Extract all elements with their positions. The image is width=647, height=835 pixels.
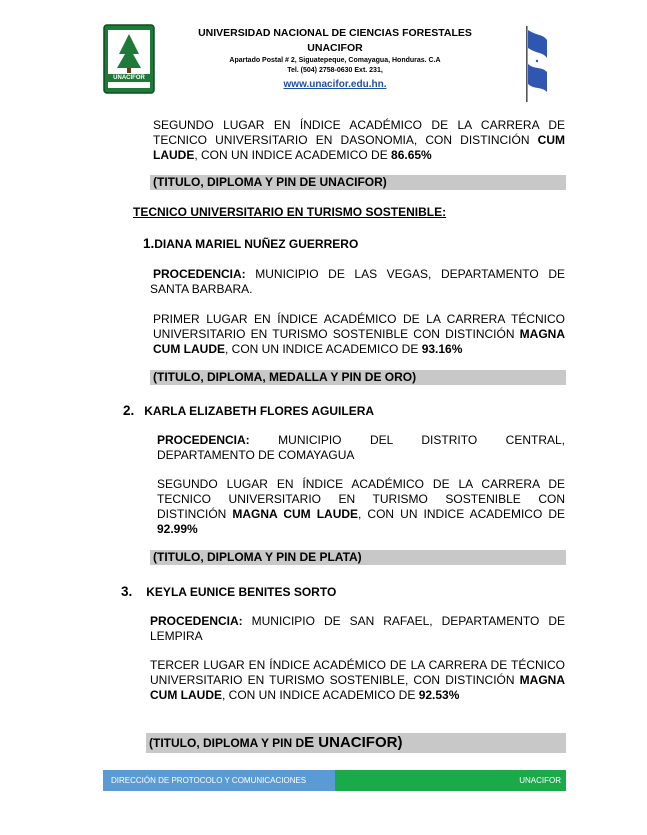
unacifor-logo	[103, 24, 155, 94]
footer-brand: UNACIFOR	[335, 770, 566, 791]
student-name: 1.DIANA MARIEL NUÑEZ GUERRERO	[143, 236, 359, 251]
university-acronym: UNACIFOR	[307, 42, 363, 54]
procedencia-paragraph: PROCEDENCIA: MUNICIPIO DE SAN RAFAEL, DEPARTAMENTO DE LEMPIRA	[150, 614, 565, 643]
phone-number: Tel. (504) 2758-0630 Ext. 231,	[287, 67, 383, 74]
intro-paragraph: SEGUNDO LUGAR EN ÍNDICE ACADÉMICO DE LA CARRERA DE TECNICO UNIVERSITARIO EN DASONOMIA, CON DISTINCIÓN CUM LAUDE, CON UN INDICE ACADEMICO DE 86.65%	[153, 118, 565, 162]
section-title: TECNICO UNIVERSITARIO EN TURISMO SOSTENIBLE:	[133, 205, 447, 219]
website-link[interactable]: www.unacifor.edu.hn.	[283, 79, 387, 90]
merit-paragraph: TERCER LUGAR EN ÍNDICE ACADÉMICO DE LA CARRERA DE TÉCNICO UNIVERSITARIO EN TURISMO SOSTENIBLE, CON DISTINCIÓN MAGNA CUM LAUDE, CON UN INDICE ACADEMICO DE 92.53%	[150, 658, 565, 702]
award-bar: (TITULO, DIPLOMA Y PIN DE UNACIFOR)	[146, 733, 566, 753]
procedencia-paragraph: PROCEDENCIA: MUNICIPIO DE LAS VEGAS, DEPARTAMENTO DE SANTA BARBARA.	[150, 267, 565, 296]
award-bar: (TITULO, DIPLOMA Y PIN DE UNACIFOR)	[150, 175, 566, 190]
university-name: UNIVERSIDAD NACIONAL DE CIENCIAS FORESTALES	[198, 27, 472, 39]
student-name: 3. KEYLA EUNICE BENITES SORTO	[121, 584, 337, 599]
postal-address: Apartado Postal # 2, Siguatepeque, Comayagua, Honduras. C.A	[229, 57, 441, 64]
merit-paragraph: PRIMER LUGAR EN ÍNDICE ACADÉMICO DE LA CARRERA TÉCNICO UNIVERSITARIO EN TURISMO SOSTENIBLE CON DISTINCIÓN MAGNA CUM LAUDE, CON UN INDICE ACADEMICO DE 93.16%	[153, 312, 565, 356]
honduras-flag-icon	[523, 26, 549, 102]
award-bar: (TITULO, DIPLOMA, MEDALLA Y PIN DE ORO)	[150, 370, 566, 385]
merit-paragraph: SEGUNDO LUGAR EN ÍNDICE ACADÉMICO DE LA CARRERA DE TECNICO UNIVERSITARIO EN TURISMO SOSTENIBLE CON DISTINCIÓN MAGNA CUM LAUDE, CON UN INDICE ACADEMICO DE 92.99%	[157, 477, 565, 536]
footer-department: DIRECCIÓN DE PROTOCOLO Y COMUNICACIONES	[103, 770, 335, 791]
award-bar: (TITULO, DIPLOMA Y PIN DE PLATA)	[150, 550, 566, 565]
student-name: 2. KARLA ELIZABETH FLORES AGUILERA	[123, 403, 375, 418]
procedencia-paragraph: PROCEDENCIA: MUNICIPIO DEL DISTRITO CENTRAL, DEPARTAMENTO DE COMAYAGUA	[157, 433, 565, 462]
logo-text: UNACIFOR	[113, 75, 145, 81]
